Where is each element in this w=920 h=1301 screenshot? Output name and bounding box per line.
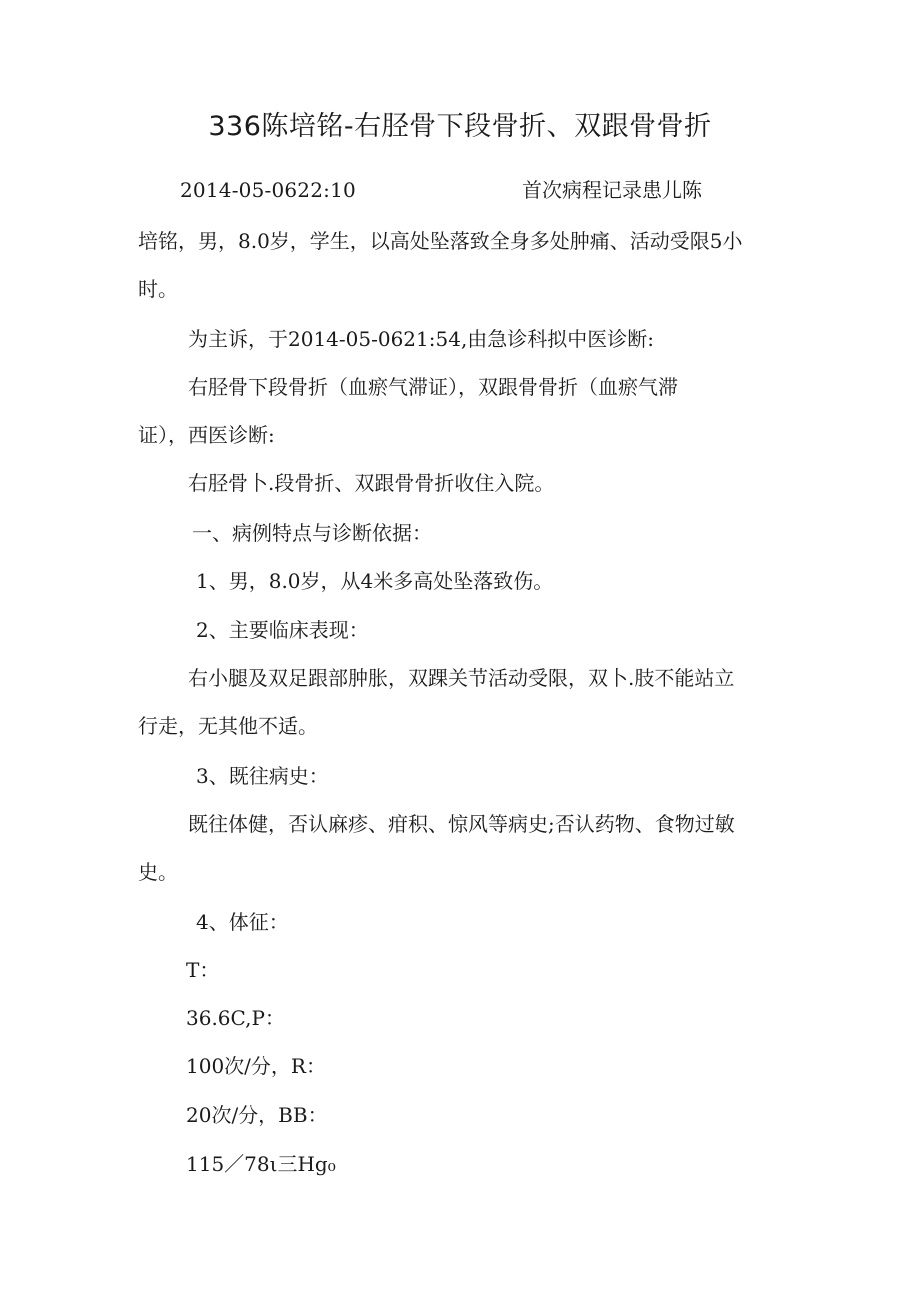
text-line: 4、体征： bbox=[196, 910, 289, 934]
record-timestamp: 2014-05-0622:10 bbox=[180, 178, 356, 202]
text-line: 时。 bbox=[138, 277, 178, 301]
text-line: 右小腿及双足跟部肿胀，双踝关节活动受限，双卜.肢不能站立 bbox=[188, 666, 735, 690]
section-heading: 一、病例特点与诊断依据： bbox=[192, 521, 432, 545]
text-line: 史。 bbox=[138, 860, 178, 884]
text-line: 3、既往病史： bbox=[196, 764, 329, 788]
document-title: 336陈培铭-右胫骨下段骨折、双跟骨骨折 bbox=[208, 111, 712, 142]
text-line: 为主诉，于2014-05-0621:54,由急诊科拟中医诊断: bbox=[188, 327, 655, 351]
text-line: 2、主要临床表现： bbox=[196, 618, 369, 642]
vital-sign: 36.6C,P： bbox=[186, 1006, 285, 1030]
text-line: 既往体健，否认麻疹、疳积、惊风等病史;否认药物、食物过敏 bbox=[188, 812, 735, 836]
vital-sign: 100次/分，R： bbox=[186, 1054, 326, 1078]
vital-sign: 115／78ι三Hg₀ bbox=[186, 1152, 336, 1176]
vital-sign: 20次/分，BB： bbox=[186, 1103, 328, 1127]
text-line: 培铭，男，8.0岁，学生，以高处坠落致全身多处肿痛、活动受限5小 bbox=[138, 229, 743, 253]
text-line: 行走，无其他不适。 bbox=[138, 714, 318, 738]
text-line: 右胫骨卜.段骨折、双跟骨骨折收住入院。 bbox=[188, 471, 555, 495]
vital-sign: T： bbox=[186, 958, 220, 982]
text-line: 右胫骨下段骨折（血瘀气滞证），双跟骨骨折（血瘀气滞 bbox=[188, 375, 678, 399]
text-line: 1、男，8.0岁，从4米多高处坠落致伤。 bbox=[196, 569, 554, 593]
text-line: 证），西医诊断: bbox=[138, 423, 275, 447]
record-type: 首次病程记录患儿陈 bbox=[522, 178, 702, 202]
